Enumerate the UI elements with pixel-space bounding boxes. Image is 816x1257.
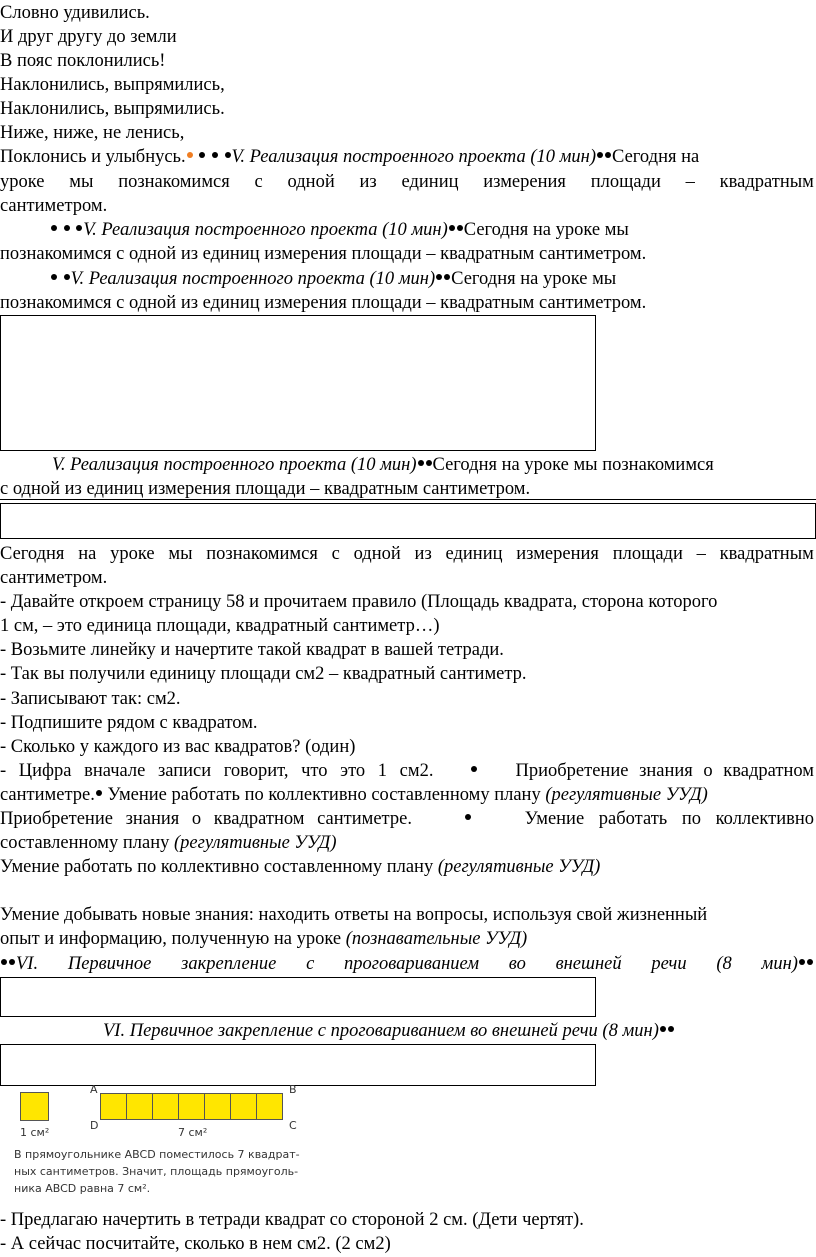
poem-line-5: Наклонились, выпрямились. [0, 99, 225, 119]
result-text: составленному плану [0, 833, 170, 853]
word: квадратным [719, 172, 814, 192]
unit-label: 1 см² [20, 1126, 50, 1139]
justified-line-4 [0, 808, 814, 830]
vertex-label: D [90, 1119, 99, 1132]
bullet-icon [668, 1026, 674, 1032]
text-line [0, 928, 527, 950]
poem-end-text: Поклонись и улыбнусь. [0, 147, 186, 167]
intro-text: Сегодня на уроке мы [451, 269, 617, 289]
text-line [0, 856, 600, 878]
justified-line-3 [0, 760, 814, 782]
dialog-text: - Цифра вначале записи говорит, что это 1 см2. [0, 761, 434, 781]
word: с [254, 172, 263, 192]
divider [0, 499, 816, 500]
rect-label: 7 см² [178, 1126, 208, 1139]
dialog-line: - Так вы получили единицу площади см2 – квадратный сантиметр. [0, 664, 527, 684]
word: Первичное [67, 954, 152, 974]
word: измерения [516, 544, 599, 564]
result-text: Умение работать по коллективно [524, 809, 814, 829]
uud-label: (регулятивные УУД) [545, 785, 708, 805]
bullet-icon [76, 225, 82, 231]
section-heading-v: V. Реализация построенного проекта (10 мин) [52, 455, 417, 475]
section-heading-v: V. Реализация построенного проекта (10 мин) [83, 220, 448, 240]
section-line-6b [103, 1020, 675, 1042]
intro-text: Сегодня на [612, 147, 700, 167]
dialog-line: - Подпишите рядом с квадратом. [0, 713, 258, 733]
word: мы [69, 172, 94, 192]
uud-label: (регулятивные УУД) [174, 833, 337, 853]
dialog-line: - Записывают так: см2. [0, 689, 181, 709]
word: мы [168, 544, 193, 564]
text-line: познакомимся с одной из единиц измерения площади – квадратным сантиметром. [0, 293, 647, 313]
poem-line-2: И друг другу до земли [0, 27, 177, 47]
word: единиц [401, 172, 459, 192]
bullet-icon [426, 460, 432, 466]
vertex-label: B [289, 1083, 297, 1096]
empty-frame [0, 315, 596, 451]
poem-line-6: Ниже, ниже, не ленись, [0, 123, 185, 143]
rect-square [204, 1093, 231, 1120]
dialog-line: 1 см, – это единица площади, квадратный сантиметр…) [0, 616, 440, 636]
bullet-orange-icon [187, 152, 193, 158]
poem-line-1: Словно удивились. [0, 3, 150, 23]
result-text: сантиметре. [0, 785, 95, 805]
rect-square [152, 1093, 179, 1120]
bullet-icon [96, 790, 102, 796]
dialog-line: - Сколько у каждого из вас квадратов? (один) [0, 737, 356, 757]
result-text: Приобретение знания о квадратном [515, 761, 814, 781]
word: уроке [0, 172, 45, 192]
empty-frame [0, 977, 596, 1017]
rect-square [230, 1093, 257, 1120]
result-text: Приобретение знания о квадратном сантиметре. [0, 809, 412, 829]
word: проговариванием [344, 954, 480, 974]
justified-line-1 [0, 171, 814, 193]
figure-caption-line: В прямоугольнике ABCD поместилось 7 квадрат- [14, 1148, 300, 1161]
poem-line-7 [0, 146, 699, 168]
figure-caption-line: ных сантиметров. Значит, площадь прямоуголь- [14, 1165, 299, 1178]
word: площади [590, 172, 661, 192]
section-line-4 [52, 454, 714, 476]
bullet-icon [64, 274, 70, 280]
word: измерения [483, 172, 566, 192]
vertex-label: C [289, 1119, 297, 1132]
section-heading-vi: VI. Первичное закрепление с проговариванием во внешней речи (8 мин) [103, 1021, 659, 1041]
section-line-3 [50, 268, 616, 290]
section-heading-v: V. Реализация построенного проекта (10 мин) [70, 269, 436, 289]
empty-frame [0, 503, 816, 539]
unit-square [20, 1092, 49, 1121]
word: внешней [555, 954, 622, 974]
uud-label: (регулятивные УУД) [437, 857, 601, 877]
word: из [414, 544, 432, 564]
word: из [359, 172, 377, 192]
bullet-icon [457, 225, 463, 231]
word: площади [612, 544, 683, 564]
rect-square [100, 1093, 127, 1120]
word: уроке [110, 544, 155, 564]
word: речи [651, 954, 687, 974]
task-line: - Предлагаю начертить в тетради квадрат со стороной 2 см. (Дети чертят). [0, 1210, 584, 1230]
bullet-icon [436, 274, 442, 280]
poem-line-4: Наклонились, выпрямились, [0, 75, 225, 95]
bullet-icon [464, 808, 472, 830]
word: (8 [716, 954, 732, 974]
bullet-icon [51, 274, 57, 280]
intro-text: Сегодня на уроке мы познакомимся [432, 455, 714, 475]
word: на [78, 544, 97, 564]
dialog-line: - Давайте откроем страницу 58 и прочитаем правило (Площадь квадрата, сторона которого [0, 592, 718, 612]
word: – [696, 544, 706, 564]
word: с [306, 954, 315, 974]
word: одной [287, 172, 335, 192]
word: квадратным [719, 544, 814, 564]
rect-square [178, 1093, 205, 1120]
uud-label: (познавательные УУД) [345, 929, 528, 949]
bullet-icon [762, 953, 814, 975]
bullet-icon [444, 274, 450, 280]
bullet-icon [449, 225, 455, 231]
text-line: с одной из единиц измерения площади – квадратным сантиметром. [0, 479, 531, 499]
rect-square [126, 1093, 153, 1120]
rect-square [256, 1093, 283, 1120]
task-line: - А сейчас посчитайте, сколько в нем см2. (2 см2) [0, 1234, 391, 1254]
bullet-icon [597, 152, 603, 158]
bullet-icon [64, 225, 70, 231]
text-line [0, 832, 337, 854]
section-heading-v: V. Реализация построенного проекта (10 мин) [231, 147, 597, 167]
word: Сегодня [0, 544, 65, 564]
text-line: сантиметром. [0, 196, 108, 216]
word: закрепление [181, 954, 277, 974]
word: – [685, 172, 695, 192]
bullet-icon [470, 760, 478, 782]
result-text: опыт и информацию, полученную на уроке [0, 929, 342, 949]
text-line: сантиметром. [0, 568, 108, 588]
justified-line-2 [0, 543, 814, 565]
word: VI. [16, 954, 39, 974]
bullet-icon [225, 152, 231, 158]
figure-caption-line: ника ABCD равна 7 см². [14, 1182, 151, 1195]
result-text: Умение работать по коллективно составленному плану [0, 857, 434, 877]
poem-line-3: В пояс поклонились! [0, 51, 166, 71]
word: во [508, 954, 526, 974]
word: единиц [445, 544, 503, 564]
word: познакомимся [118, 172, 230, 192]
vertex-label: A [90, 1083, 98, 1096]
intro-text: Сегодня на уроке мы [463, 220, 629, 240]
text-line: познакомимся с одной из единиц измерения площади – квадратным сантиметром. [0, 244, 647, 264]
text-line [0, 784, 708, 806]
bullet-icon [199, 152, 205, 158]
text-line: Умение добывать новые знания: находить ответы на вопросы, используя свой жизненный [0, 905, 708, 925]
bullet-icon [660, 1026, 666, 1032]
section-line-2 [50, 219, 629, 241]
bullet-icon [418, 460, 424, 466]
word: мин) [761, 954, 798, 974]
word: познакомимся [206, 544, 318, 564]
result-text: Умение работать по коллективно составленному плану [107, 785, 541, 805]
dialog-line: - Возьмите линейку и начертите такой квадрат в вашей тетради. [0, 640, 504, 660]
empty-frame [0, 1044, 596, 1086]
bullet-icon [605, 152, 611, 158]
bullet-icon [51, 225, 57, 231]
bullet-icon [0, 953, 38, 975]
section-line-6 [0, 953, 814, 975]
bullet-icon [212, 152, 218, 158]
word: одной [353, 544, 401, 564]
word: с [331, 544, 340, 564]
